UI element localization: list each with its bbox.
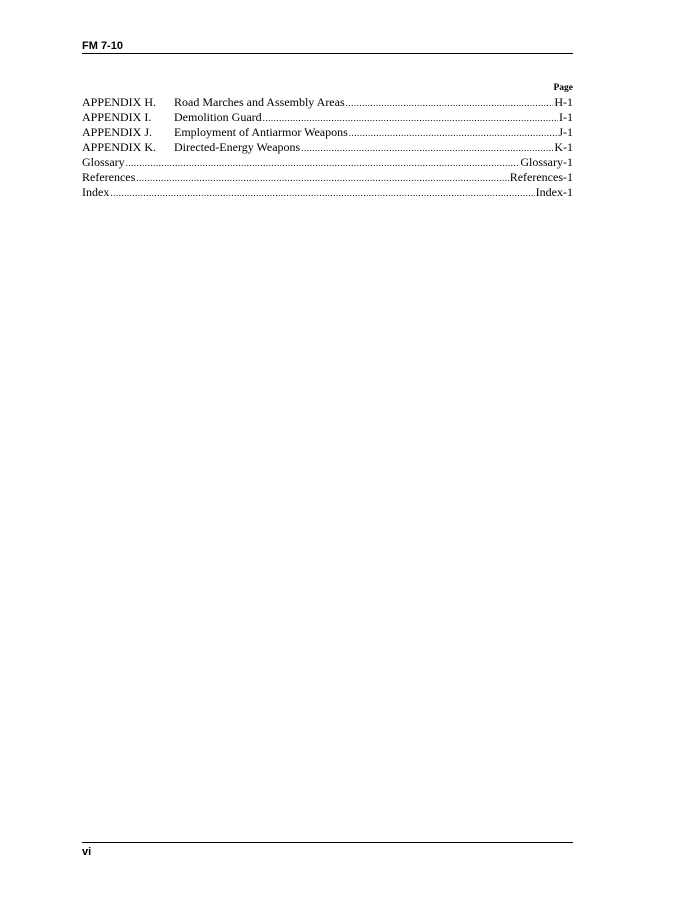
dot-leader xyxy=(301,141,553,156)
toc-entry-appendix-k[interactable] xyxy=(82,140,573,155)
toc-entry-appendix-j[interactable] xyxy=(82,125,573,140)
header-rule xyxy=(82,53,573,54)
toc-entry-page: H-1 xyxy=(554,95,573,109)
dot-leader xyxy=(126,156,520,171)
dot-leader xyxy=(136,171,508,186)
toc-entry-title: Directed-Energy Weapons xyxy=(174,140,301,154)
toc-entry-page: Glossary-1 xyxy=(520,155,573,169)
toc-entry-references[interactable] xyxy=(82,170,573,185)
dot-leader xyxy=(349,126,558,141)
header-doc-id: FM 7-10 xyxy=(82,40,123,52)
toc-entry-title: Demolition Guard xyxy=(174,110,262,124)
table-of-contents xyxy=(82,82,573,200)
dot-leader xyxy=(110,186,534,201)
toc-entry-appendix-i[interactable] xyxy=(82,110,573,125)
toc-entry-index[interactable] xyxy=(82,185,573,200)
toc-entry-label: References xyxy=(82,170,136,184)
toc-entry-page: J-1 xyxy=(558,125,573,139)
toc-entry-title: Employment of Antiarmor Weapons xyxy=(174,125,348,139)
footer-page-number: vi xyxy=(82,846,92,858)
dot-leader xyxy=(263,111,558,126)
page-column-heading: Page xyxy=(553,83,573,93)
toc-entry-title: Road Marches and Assembly Areas xyxy=(174,95,345,109)
dot-leader xyxy=(346,96,554,111)
toc-entry-label: APPENDIX H. xyxy=(82,95,157,109)
footer-rule xyxy=(82,842,573,843)
toc-entry-label: APPENDIX J. xyxy=(82,125,153,139)
toc-entry-glossary[interactable] xyxy=(82,155,573,170)
toc-entry-page: Index-1 xyxy=(535,185,573,199)
toc-entry-appendix-h[interactable] xyxy=(82,95,573,110)
toc-entry-page: K-1 xyxy=(554,140,573,154)
toc-entry-page: I-1 xyxy=(559,110,573,124)
toc-entry-label: APPENDIX I. xyxy=(82,110,152,124)
toc-entry-label: Index xyxy=(82,185,110,199)
toc-entry-label: Glossary xyxy=(82,155,125,169)
toc-entry-page: References-1 xyxy=(509,170,573,184)
toc-entry-label: APPENDIX K. xyxy=(82,140,157,154)
